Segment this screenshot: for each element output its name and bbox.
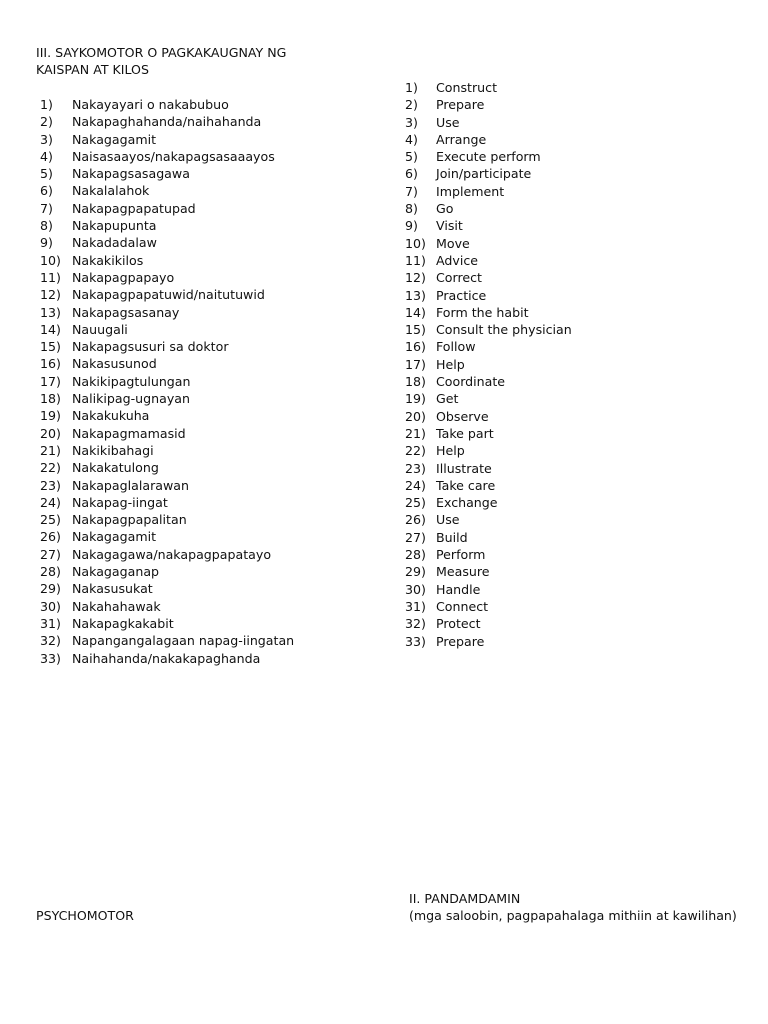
list-item-text: Protect — [436, 616, 481, 632]
list-item-text: Construct — [436, 80, 498, 95]
list-item — [36, 286, 376, 303]
list-item — [36, 373, 376, 390]
list-item-text: Practice — [436, 287, 487, 303]
english-verb-list — [405, 79, 735, 650]
list-item — [405, 477, 735, 494]
list-item-number: 31) — [40, 615, 61, 631]
pandamdamin-heading: II. PANDAMDAMIN — [409, 891, 521, 906]
list-item-text: Nakapagsasanay — [72, 304, 180, 320]
list-item-text: Nakapagpapayo — [72, 269, 175, 285]
list-item — [36, 304, 376, 321]
list-item-text: Get — [436, 391, 459, 407]
list-item — [36, 615, 376, 632]
list-item-text: Visit — [436, 218, 463, 234]
list-item-text: Nakapagpapalitan — [72, 512, 187, 528]
list-item-number: 15) — [405, 322, 426, 338]
list-item-text: Nakapupunta — [72, 218, 157, 234]
list-item — [405, 390, 735, 407]
list-item — [36, 234, 376, 251]
list-item-number: 2) — [40, 114, 53, 130]
list-item — [405, 252, 735, 269]
list-item — [36, 511, 376, 528]
list-item — [36, 96, 376, 113]
list-item — [405, 287, 735, 304]
list-item-number: 9) — [405, 218, 418, 234]
left-heading — [36, 44, 286, 79]
list-item-text: Nakalalahok — [72, 183, 150, 199]
list-item-text: Nalikipag-ugnayan — [72, 391, 191, 407]
list-item-number: 12) — [405, 270, 426, 286]
list-item-number: 4) — [405, 131, 418, 147]
pandamdamin-subheading: (mga saloobin, pagpapahalaga mithiin at kawilihan) — [409, 908, 737, 924]
list-item — [36, 252, 376, 269]
list-item-text: Arrange — [436, 131, 487, 147]
list-item-number: 11) — [40, 269, 61, 285]
list-item — [405, 269, 735, 286]
list-item-text: Nakagagamit — [72, 131, 157, 147]
list-item-text: Nakapaglalarawan — [72, 477, 189, 493]
list-item-number: 22) — [405, 443, 426, 459]
list-item-text: Nakayayari o nakabubuo — [72, 97, 229, 112]
list-item — [36, 355, 376, 372]
list-item-text: Build — [436, 529, 468, 545]
list-item — [36, 407, 376, 424]
list-item-text: Nakasusukat — [72, 581, 153, 597]
list-item-number: 9) — [40, 235, 53, 251]
list-item — [36, 269, 376, 286]
list-item-number: 16) — [40, 356, 61, 372]
list-item-number: 14) — [40, 321, 61, 337]
list-item-text: Nakapagpapatupad — [72, 200, 196, 216]
list-item-text: Illustrate — [436, 460, 492, 476]
list-item-text: Use — [436, 512, 460, 528]
list-item-number: 21) — [405, 425, 426, 441]
list-item-text: Consult the physician — [436, 322, 572, 338]
list-item — [36, 632, 376, 649]
list-item — [36, 321, 376, 338]
list-item-number: 27) — [405, 529, 426, 545]
list-item-number: 3) — [405, 114, 418, 130]
list-item-text: Advice — [436, 252, 479, 268]
list-item-text: Nakadadalaw — [72, 235, 157, 251]
list-item-text: Execute perform — [436, 149, 541, 165]
list-item-number: 15) — [40, 339, 61, 355]
list-item — [405, 494, 735, 511]
list-item — [405, 460, 735, 477]
list-item-number: 28) — [405, 547, 426, 563]
list-item — [405, 615, 735, 632]
list-item-text: Go — [436, 201, 454, 217]
list-item-number: 25) — [40, 512, 61, 528]
list-item-text: Nakasusunod — [72, 356, 157, 372]
list-item — [405, 304, 735, 321]
list-item — [405, 183, 735, 200]
list-item — [405, 633, 735, 650]
tagalog-verb-list — [36, 96, 376, 667]
list-item-number: 8) — [40, 218, 53, 234]
list-item-number: 23) — [40, 477, 61, 493]
list-item-number: 21) — [40, 442, 61, 458]
list-item — [405, 408, 735, 425]
list-item — [405, 200, 735, 217]
list-item — [36, 459, 376, 476]
list-item — [405, 529, 735, 546]
list-item-text: Nakapagsusuri sa doktor — [72, 339, 229, 355]
list-item-text: Coordinate — [436, 374, 506, 390]
list-item-number: 20) — [40, 425, 61, 441]
list-item-number: 19) — [40, 408, 61, 424]
list-item-number: 8) — [405, 201, 418, 217]
list-item — [36, 494, 376, 511]
list-item-number: 20) — [405, 408, 426, 424]
list-item-text: Nakagagamit — [72, 529, 157, 545]
list-item-number: 32) — [405, 616, 426, 632]
list-item-text: Connect — [436, 598, 489, 614]
list-item-text: Nakakikilos — [72, 252, 144, 268]
list-item-text: Nakapaghahanda/naihahanda — [72, 114, 262, 130]
list-item-number: 6) — [40, 183, 53, 199]
list-item-number: 27) — [40, 546, 61, 562]
list-item-text: Take care — [436, 477, 496, 493]
list-item-text: Nakapagsasagawa — [72, 166, 190, 182]
list-item — [36, 425, 376, 442]
list-item — [405, 598, 735, 615]
list-item-number: 11) — [405, 252, 426, 268]
list-item-number: 4) — [40, 148, 53, 164]
list-item — [405, 546, 735, 563]
list-item-number: 3) — [40, 131, 53, 147]
list-item — [36, 131, 376, 148]
list-item-text: Implement — [436, 183, 505, 199]
list-item — [405, 442, 735, 459]
list-item — [405, 356, 735, 373]
psychomotor-label: PSYCHOMOTOR — [36, 908, 134, 923]
list-item — [36, 477, 376, 494]
list-item-number: 19) — [405, 391, 426, 407]
list-item-number: 1) — [40, 97, 53, 112]
list-item-text: Use — [436, 114, 460, 130]
list-item-text: Nakapag-iingat — [72, 494, 168, 510]
left-heading-line1: III. SAYKOMOTOR O PAGKAKAUGNAY NG — [36, 45, 287, 60]
list-item-number: 17) — [40, 373, 61, 389]
list-item-number: 14) — [405, 304, 426, 320]
list-item — [405, 96, 735, 113]
right-footer — [409, 890, 737, 925]
list-item-text: Prepare — [436, 97, 485, 113]
left-heading-line2: KAISPAN AT KILOS — [36, 62, 149, 78]
list-item — [36, 563, 376, 580]
list-item-number: 5) — [405, 149, 418, 165]
list-item-text: Take part — [436, 425, 494, 441]
list-item-text: Naisasaayos/nakapagsasaaayos — [72, 148, 275, 164]
list-item-text: Observe — [436, 408, 489, 424]
list-item — [36, 182, 376, 199]
list-item-number: 29) — [40, 581, 61, 597]
list-item-number: 7) — [40, 200, 53, 216]
list-item-text: Nakahahawak — [72, 598, 161, 614]
list-item-number: 2) — [405, 97, 418, 113]
list-item — [405, 131, 735, 148]
list-item-text: Prepare — [436, 633, 485, 649]
list-item-text: Correct — [436, 270, 482, 286]
list-item-number: 13) — [40, 304, 61, 320]
list-item-number: 33) — [405, 633, 426, 649]
list-item — [405, 235, 735, 252]
list-item — [405, 511, 735, 528]
list-item-number: 13) — [405, 287, 426, 303]
list-item-number: 28) — [40, 564, 61, 580]
list-item-number: 1) — [405, 80, 418, 95]
list-item — [405, 581, 735, 598]
list-item — [405, 425, 735, 442]
list-item — [36, 165, 376, 182]
list-item-number: 30) — [40, 598, 61, 614]
list-item-number: 18) — [405, 374, 426, 390]
list-item — [36, 338, 376, 355]
list-item — [405, 165, 735, 182]
list-item-number: 10) — [40, 252, 61, 268]
list-item-number: 12) — [40, 287, 61, 303]
list-item-text: Measure — [436, 564, 490, 580]
list-item — [36, 217, 376, 234]
list-item-text: Nakagaganap — [72, 564, 160, 580]
list-item-number: 22) — [40, 460, 61, 476]
list-item-text: Handle — [436, 581, 481, 597]
list-item — [36, 580, 376, 597]
list-item-number: 31) — [405, 598, 426, 614]
list-item-number: 26) — [405, 512, 426, 528]
list-item — [36, 528, 376, 545]
list-item — [36, 390, 376, 407]
list-item — [405, 321, 735, 338]
list-item-text: Perform — [436, 547, 486, 563]
list-item-text: Nakakukuha — [72, 408, 150, 424]
list-item-text: Nakapagmamasid — [72, 425, 186, 441]
list-item-number: 16) — [405, 339, 426, 355]
list-item-text: Napangangalagaan napag-iingatan — [72, 633, 295, 649]
list-item — [405, 148, 735, 165]
list-item-number: 25) — [405, 495, 426, 511]
list-item-number: 23) — [405, 460, 426, 476]
list-item — [405, 217, 735, 234]
list-item-number: 32) — [40, 633, 61, 649]
list-item — [36, 200, 376, 217]
left-footer — [36, 907, 134, 924]
list-item-text: Exchange — [436, 495, 498, 511]
list-item — [36, 598, 376, 615]
list-item-text: Nakikipagtulungan — [72, 373, 191, 389]
list-item-text: Help — [436, 356, 465, 372]
list-item-text: Join/participate — [436, 166, 532, 182]
list-item-text: Nakakatulong — [72, 460, 159, 476]
list-item — [405, 114, 735, 131]
list-item-number: 5) — [40, 166, 53, 182]
list-item-text: Form the habit — [436, 304, 529, 320]
list-item-text: Naihahanda/nakakapaghanda — [72, 650, 261, 666]
list-item — [405, 338, 735, 355]
list-item — [36, 148, 376, 165]
list-item — [36, 113, 376, 130]
list-item-number: 6) — [405, 166, 418, 182]
list-item — [405, 563, 735, 580]
list-item — [405, 373, 735, 390]
list-item-text: Nauugali — [72, 321, 128, 337]
list-item-text: Follow — [436, 339, 476, 355]
list-item-number: 24) — [40, 494, 61, 510]
list-item-number: 18) — [40, 391, 61, 407]
list-item-text: Nakapagkakabit — [72, 615, 174, 631]
list-item-number: 24) — [405, 477, 426, 493]
list-item-text: Move — [436, 235, 470, 251]
list-item — [36, 650, 376, 667]
list-item — [405, 79, 735, 96]
list-item-text: Nakikibahagi — [72, 442, 154, 458]
list-item — [36, 546, 376, 563]
list-item-text: Nakagagawa/nakapagpapatayo — [72, 546, 272, 562]
list-item-number: 17) — [405, 356, 426, 372]
list-item-number: 30) — [405, 581, 426, 597]
list-item-number: 29) — [405, 564, 426, 580]
list-item-number: 10) — [405, 235, 426, 251]
list-item-number: 26) — [40, 529, 61, 545]
list-item — [36, 442, 376, 459]
list-item-text: Help — [436, 443, 465, 459]
list-item-number: 33) — [40, 650, 61, 666]
list-item-text: Nakapagpapatuwid/naitutuwid — [72, 287, 265, 303]
list-item-number: 7) — [405, 183, 418, 199]
